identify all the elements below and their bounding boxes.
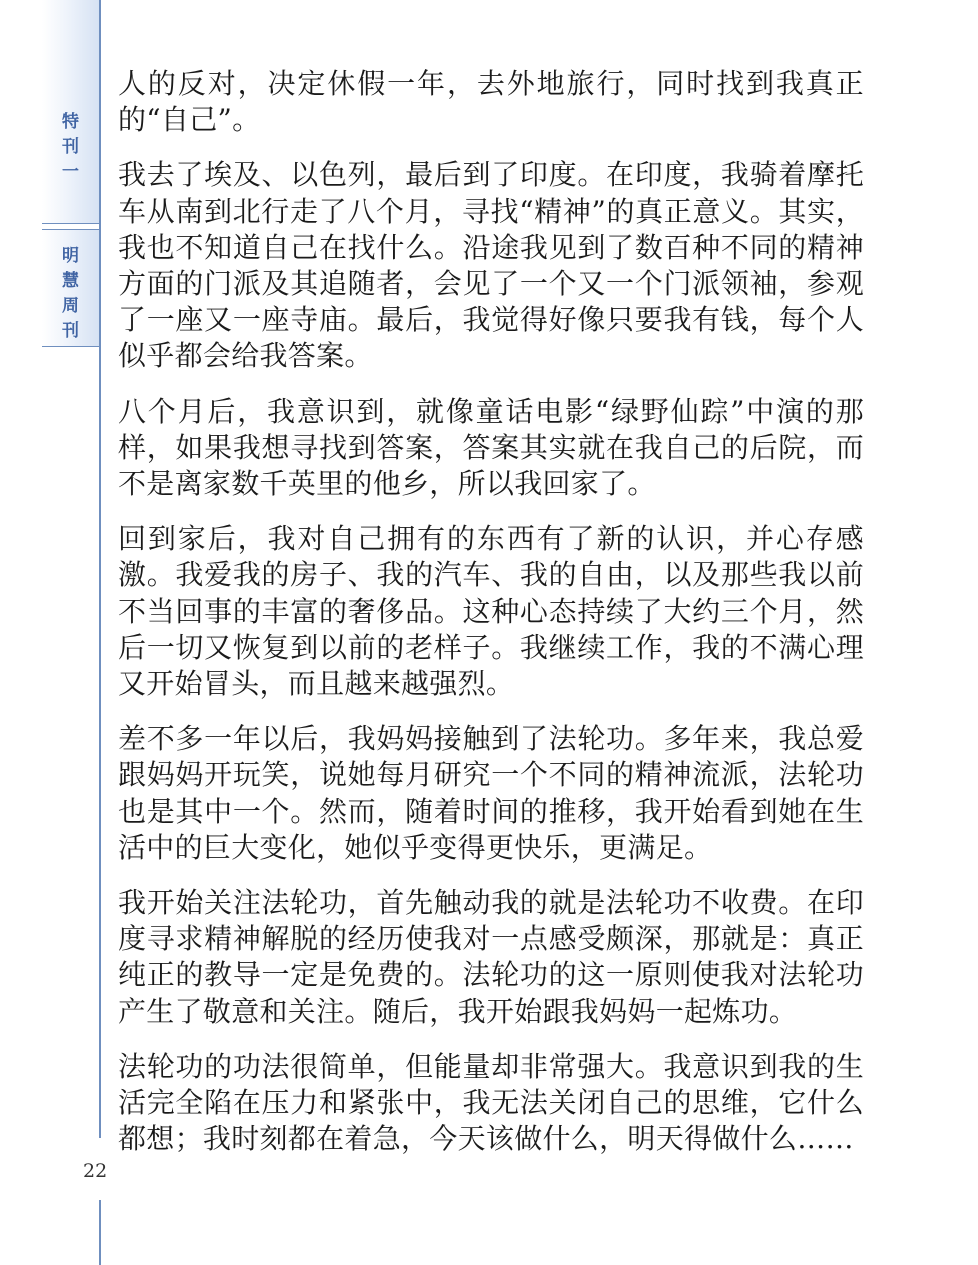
paragraph: 法轮功的功法很简单，但能量却非常强大。我意识到我的生活完全陷在压力和紧张中，我无法关闭自己的思维，它什么都想；我时刻都在着急，今天该做什么，明天得做什么…… bbox=[118, 1049, 864, 1156]
paragraph: 我去了埃及、以色列，最后到了印度。在印度，我骑着摩托车从南到北行走了八个月，寻找“精神”的真正意义。其实，我也不知道自己在找什么。沿途我见到了数百种不同的精神方面的门派及其追随者，会见了一个又一个门派领袖，参观了一座又一座寺庙。最后，我觉得好像只要我有钱，每个人似乎都会给我答案。 bbox=[118, 158, 864, 373]
page-number: 22 bbox=[83, 1160, 108, 1182]
tab-char: 刊 bbox=[62, 137, 79, 157]
tab-char: 一 bbox=[62, 162, 79, 182]
margin-rule-top bbox=[99, 0, 101, 1138]
paragraph: 差不多一年以后，我妈妈接触到了法轮功。多年来，我总爱跟妈妈开玩笑，说她每月研究一个不同的精神流派，法轮功也是其中一个。然而，随着时间的推移，我开始看到她在生活中的巨大变化，她似乎变得更快乐，更满足。 bbox=[118, 722, 864, 864]
paragraph: 回到家后，我对自己拥有的东西有了新的认识，并心存感激。我爱我的房子、我的汽车、我的自由，以及那些我以前不当回事的丰富的奢侈品。这种心态持续了大约三个月，然后一切又恢复到以前的老样子。我继续工作，我的不满心理又开始冒头，而且越来越强烈。 bbox=[118, 522, 864, 701]
tab-char: 明 bbox=[62, 246, 79, 266]
margin-rule-bottom bbox=[99, 1200, 101, 1265]
section-tab-special-issue bbox=[42, 0, 99, 224]
tab-char: 慧 bbox=[62, 271, 79, 291]
paragraph: 我开始关注法轮功，首先触动我的就是法轮功不收费。在印度寻求精神解脱的经历使我对一点感受颇深，那就是：真正纯正的教导一定是免费的。法轮功的这一原则使我对法轮功产生了敬意和关注。随后，我开始跟我妈妈一起炼功。 bbox=[118, 886, 864, 1028]
tab-char: 周 bbox=[62, 296, 79, 316]
tab-char: 特 bbox=[62, 112, 79, 132]
paragraph: 八个月后，我意识到，就像童话电影“绿野仙踪”中演的那样，如果我想寻找到答案，答案其实就在我自己的后院，而不是离家数千英里的他乡，所以我回家了。 bbox=[118, 394, 864, 501]
article-body bbox=[118, 66, 864, 1176]
section-tab-weekly bbox=[42, 229, 99, 347]
tab-char: 刊 bbox=[62, 321, 79, 341]
paragraph: 人的反对，决定休假一年，去外地旅行，同时找到我真正的“自己”。 bbox=[118, 67, 864, 137]
